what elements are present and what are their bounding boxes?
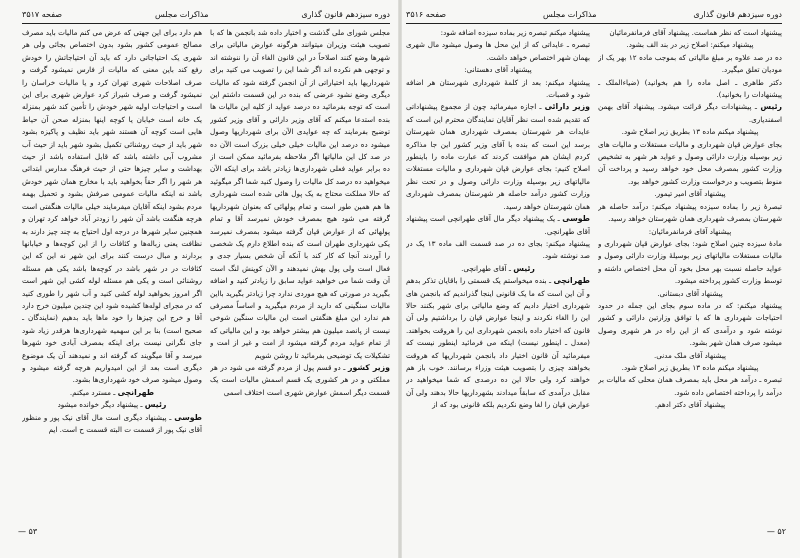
speaker-text: ـ پیشنهاد دیگری است مال آقای نیک پور و منظور آقای نیک پور از قسمت ت البته قسمت ح است. ایم xyxy=(22,412,202,434)
paragraph: پیشنهاد آقای امیر تیمور. xyxy=(654,189,726,199)
paragraph: هم دارد برای این جهتی که عرض می کنم مالیات باید مصرف مصالح عمومی کشور بشود بدون اختصاص بجائی ولی هر شهری یک احتیاجاتی دارد که باید آن احتیاجاتش را خودش رفع کند باین معنی که مالیات از فارس نمیشود گرفت و صرف اصلاحات شهری تهران کرد و یا مالیات خراسان را نمیشود گرفت و صرف شیراز کرد عوارض شهری برای این است و احتیاجات اولیه شهر خودش را تأمین کند شهر بمنزله یک خانه است خیابان یا کوچه اینها بمنزله صحن آن حیاط هایی است کوچه آن هستند شهر باید نظیف و پاکیزه بشود شهر باید از حیث روشنائی تکمیل بشود شهر باید از حیث آب مشروب آبی داشته باشد که قابل استفاده باشد از حیث بهداشت و سایر چیزها حتی از حیث فرهنگ مدارس ابتدائی هر شهر را اگر حقاً بخواهید باید با مخارج همان شهر خودش باشد نه اینکه مالیات عمومی صرفش بشود و تحمیل بهمه مردم بشود اینکه آقایان میفرمایند خیلی مالیات هنگفتی است هرچه هنگفت باشد آن شهر را زودتر آباد خواهد کرد تهران و همچنین سایر شهرها در درجه اول احتیاج به چند چیز دارند به نظافت یعنی زباله‌ها و کثافات را از این کوچه‌ها و خیابانها بردارند و مبال درست کنند برای این شهر نه این که این کثافات در در شهر باشد در کوچه‌ها باشد یکی هم مسئله روشنائی است و یکی هم مسئله لوله کشی این شهر است اگر امروز بخواهید لوله کشی کنید و آب شهر را طوری کنید که در مجرای لوله‌ها کشیده شود این چندین میلیون خرج دارد آقا و خرج این چیزها را خود ماها باید بدهیم (نمایندگان ـ صحیح است) بنا بر این سهمیه شهرداری‌ها هرقدر زیاد شود جای نگرانی نیست برای اینکه بمصرف آبادی خود شهرها میرسد و آقا میگویند که گرفته اند و نمیدهند آن یک موضوع دیگری است بعد از این امیدواریم هرچه گرفته میشود و وصول میشود صرف خود شهرداری‌ها بشود. xyxy=(22,28,202,385)
speaker-text: ـ یک پیشنهاد دیگر مال آقای طهرانچی است پیشنهاد آقای طهرانچی. xyxy=(406,214,590,236)
speaker-name: طوسی xyxy=(174,412,202,422)
left-page-columns xyxy=(22,27,390,520)
paragraph: پیشنهاد آقای دکتر ادهم. xyxy=(654,400,726,410)
right-header-page-label: صفحه ۳۵۱۶ xyxy=(406,9,447,19)
speaker-text: ـ بنده میخواستم یک قسمتی را باقایان تذکر بدهم و آن این است که ما یک قانونی اینجا گذراندیم که بانجمن های شهرداری اختیار دادیم که وضع مالیاتی برای شهر بکنند حالا این را الغاء نکردند و اینجا عوارض قپان را برداشتیم ولی آن قانون که اختیار داده بانجمن شهرداری این را هروقت بخواهند. (معدل ـ اینطور نیست) اینکه می فرمائید اینطور نیست که میفرمائید آن قانون اختیار داد بانجمن شهرداریها که هروقت بخواهند چیزی را بتصویب هیئت وزراء برسانند. خوب باز هم خواهند کرد ولی حالا این ده درصدی که شما میخواهید در مقابل درآمدی که سابقاً میدادند بشهرداریها حالا بدهند ولی آن عوارض قپان را لغا وضع نکردیم بلکه قانونی بود که از xyxy=(406,276,590,410)
speaker-name: وزیر دارائی xyxy=(544,102,590,112)
speaker-text: ـ اجازه میفرمائید چون از مجموع پیشنهاداتی که تقدیم شده است نظر آقایان نمایندگان محترم این است که عایدات هر شهرستان بمصرف شهرداری همان شهرستان برسد این است که بنده با آقای وزیر کشور این جا مذاکره کردم ایشان هم موافقت کردند که عبارت ماده را باینطور اصلاح کنیم: بجای عوارض قپان شهرداری و مالیات مستغلات مالیاتهای زیر بوسیله وزارت دارائی وصول و در تحت نظر وزارت کشور درآمد حاصله هر شهرستان بمصرف شهرداری همان شهرستان خواهد رسید. xyxy=(406,102,590,211)
speaker-name: رئیس xyxy=(513,263,535,273)
paragraph: پیشنهاد میکنم ماده ۱۳ بطریق زیر اصلاح شود. xyxy=(621,362,759,372)
speaker-name: رئیس xyxy=(144,400,167,410)
left-header-title: مذاکرات مجلس xyxy=(154,9,209,19)
paragraph: مادهٔ سیزده چنین اصلاح شود: بجای عوارض قپان شهرداری و مالیات مستغلات مالیاتهای زیر بوسیلهٔ وزارت دارائی وصول و عواید حاصله نسبت بهر محل بخود آن محل اختصاص داشته و توسط وزارت کشور پرداخته میشود. xyxy=(598,238,782,286)
left-header-session: دوره سیزدهم قانون گذاری xyxy=(301,9,390,19)
right-header-rule xyxy=(406,23,782,24)
paragraph: پیشنهاد آقای دهستانی: xyxy=(464,65,532,75)
left-page-folio: — ۵۳ xyxy=(18,527,38,536)
paragraph: بجای عوارض قپان شهرداری و مالیات مستغلات و مالیات های زیر بوسیله وزارت دارائی وصول و عواید هر شهر به تشخیص وزارت کشور بمصرف محل خود خواهد رسید و پرداخت آن منوط بتصویب و درخواست وزارت کشور خواهد بود. xyxy=(598,139,782,186)
paragraph: تبصرهٔ زیر را بماده سیزده پیشنهاد میکنم: درآمد حاصله هر شهرستان بمصرف شهرداری همان شهرستان خواهد رسید. xyxy=(598,201,782,224)
speaker-paragraph xyxy=(406,101,590,213)
right-page-column-right xyxy=(598,27,782,520)
speaker-name: طهرانچی xyxy=(117,387,155,397)
speaker-paragraph xyxy=(210,362,390,399)
paragraph: تبصره ـ عایداتی که از این محل ها وصول میشود مال شهری بهمان شهر اختصاص خواهد داشت. xyxy=(406,40,590,62)
speaker-text: ـ پیشنهادات دیگر قرائت میشود. پیشنهاد آقای بهمن اسفندیاری. xyxy=(598,102,782,124)
speaker-paragraph xyxy=(406,263,590,275)
right-page-header xyxy=(406,6,782,22)
speaker-text: ـ پیشنهاد دیگر خوانده میشود xyxy=(57,400,143,410)
paragraph: پیشنهاد میکنم ماده ۱۳ بطریق زیر اصلاح شود. xyxy=(621,127,759,137)
paragraph: دکتر طاهری ـ اصل ماده را هم بخوانید) (ضیاءالملک ـ پیشنهادات را بخوانید). xyxy=(598,77,782,100)
right-header-session: دوره سیزدهم قانون گذاری xyxy=(693,9,782,19)
right-page-columns xyxy=(406,27,782,520)
paragraph: پیشنهاد میکنم: اصلاح زیر در بند الف بشود. xyxy=(626,40,754,50)
left-page-header xyxy=(22,6,390,22)
left-page-column-right xyxy=(210,27,390,520)
paragraph: تبصره ـ درآمد هر محل باید بمصرف همان محلی که مالیات بر درآمد را پرداخته اختصاص داده شود. xyxy=(598,375,782,397)
right-header-title: مذاکرات مجلس xyxy=(542,9,597,19)
speaker-paragraph xyxy=(598,101,782,126)
right-page xyxy=(400,0,800,558)
speaker-paragraph xyxy=(22,412,202,437)
speaker-name: رئیس xyxy=(760,102,782,112)
paragraph: پیشنهاد آقای ملک مدنی. xyxy=(653,350,727,360)
paragraph: پیشنهاد آقای دبستانی. xyxy=(657,288,723,298)
left-page-column-left xyxy=(22,27,202,520)
paragraph: پیشنهاد میکنم: بجای ده در صد قسمت الف ماده ۱۳ یک در صد نوشته شود. xyxy=(406,238,590,261)
speaker-paragraph xyxy=(406,213,590,238)
speaker-text: ـ مسترد میکنم. xyxy=(69,387,116,397)
paragraph: پیشنهاد میکنم: که در ماده سوم بجای این جمله در حدود احتیاجات شهرداری ها که با توافق وزارتین دارائی و کشور نوشته شود و درآمدی که از این راه در هر شهری وصول میشود صرف همان شهر بشود. xyxy=(598,300,782,348)
speaker-paragraph xyxy=(406,275,590,411)
speaker-text: ـ آقای طهرانچی. xyxy=(461,263,511,273)
right-page-folio: — ۵۲ xyxy=(766,527,786,536)
right-page-column-left xyxy=(406,27,590,520)
left-header-page-label: صفحه ۳۵۱۷ xyxy=(22,9,63,19)
speaker-paragraph xyxy=(22,387,202,399)
speaker-text: ـ دو قسم پول از مردم گرفته می شود در هر مملکتی و در هر کشوری یک قسم اسمش مالیات است یک قسمت دیگر اسمش عوارض شهری است اختلاف اسمی xyxy=(210,362,390,397)
speaker-name: طوسی xyxy=(562,214,590,224)
paragraph: ده در صد علاوه بر مبلغ مالیاتی که بموجب ماده ۱۲ بهر یک از مودیان تعلق میگیرد. xyxy=(598,52,782,75)
paragraph: پیشنهاد میکنم: بعد از کلمهٔ شهرداری شهرستان هر اضافه شود و قصبات. xyxy=(406,77,590,100)
speaker-name: وزیر کشور xyxy=(347,362,390,372)
paragraph: پیشنهاد است که نظر هماست. پیشنهاد آقای فرمانفرمائیان xyxy=(609,28,782,37)
speaker-paragraph xyxy=(22,399,202,411)
speaker-name: طهرانچی xyxy=(553,276,590,286)
left-header-rule xyxy=(22,23,390,24)
paragraph: پیشنهاد آقای فرمانفرمائیان: xyxy=(648,226,732,236)
paragraph: مجلس شورای ملی گذشت و اختیار داده شد بانجمن ها که با تصویب هیئت وزیران میتوانند هرگونه عوارض مالیاتی برای شهرها وضع کنند اصلاحاً در این قانون الغاء آن را ننوشته اند و توجهی هم نکرده اند اگر شما این را تصویب می کنید برای شهرداریها باید اختیاراتی از آن انجمن گرفته شود که مالیات دیگری وضع نشود عرضی که بنده در این قسمت داشتم این است که توجه بفرمائید ده درصد عواید از کلیه این مالیات ها بنده استدعا میکنم که آقای وزیر دارائی و آقای وزیر کشور توضیح بفرمایند که چه عوایدی الآن برای شهرداریها وصول میشود ده درصد این مالیات خیلی خیلی بزرک است الآن ده در صد کل این مالیاتها اگر ملاحظه بفرمائید ممکن است از ده برابر عواید فعلی شهرداری‌ها زیادتر باشد برای اینکه الآن میخواهید ده درصد کل مالیات را وصول کنید شما اگر میگوئید که حالا مملکت محتاج به یک پول هائی شده است شهرداری ها هم همین طور است و تمام پولهائی که بعنوان شهرداریها گرفته می شود هیچ بمصرف خودش نمیرسد آقا و تمام پولهائی که از عوارض قپان گرفته میشود بمصرف نمیرسد یکی شهرداری طهران است که بنده اطلاع دارم یک شخصی را آوردند آنجا که کار کند با آنکه آن شخص بسیار جدی و فعال است ولی پول بهش نمیدهند و الآن کوپنش لنگ است آن وقت شما می خواهید عواید سابق را زیادتر کنید و اضافه بگیرید در صورتی که هیچ موردی ندارد چرا زیادتر بگیرید بااین مالیات سنگینی که دارید از مردم میگیرید و اساساً مصرفی هم ندارد این مبلغ هنگفتی است این مالیات سنگین شوخی نیست از پانصد میلیون هم بیشتر خواهد بود و این مالیاتی که از تمام عواید مردم گرفته میشود از امت و غیر از امت و تشکیلات یک توضیحی بفرمائید تا روشن شویم xyxy=(210,28,390,360)
paragraph: پیشنهاد میکنم تبصره زیر بماده سیزده اضافه شود: xyxy=(440,28,590,37)
